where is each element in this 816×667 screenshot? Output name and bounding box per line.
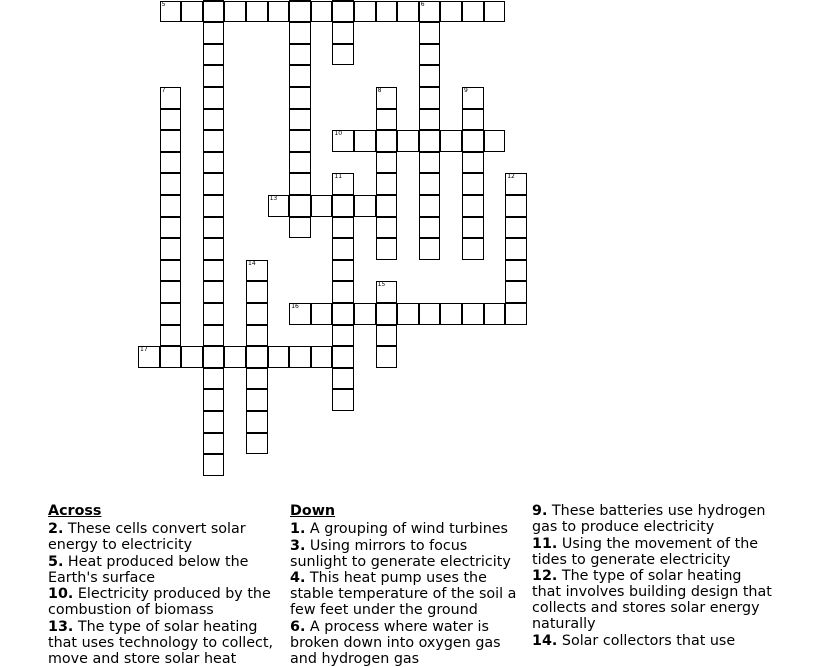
grid-cell[interactable] <box>203 454 225 476</box>
grid-cell[interactable] <box>246 411 268 433</box>
grid-cell[interactable] <box>203 325 225 347</box>
cell-number: 12 <box>507 173 515 181</box>
grid-cell[interactable] <box>462 217 484 239</box>
grid-cell[interactable] <box>203 411 225 433</box>
clue-number: 12. <box>532 568 558 584</box>
grid-cell[interactable] <box>419 130 441 152</box>
grid-cell[interactable] <box>203 368 225 390</box>
grid-cell[interactable] <box>203 281 225 303</box>
grid-cell[interactable] <box>440 303 462 325</box>
grid-cell[interactable] <box>246 368 268 390</box>
grid-cell[interactable] <box>289 44 311 66</box>
clue-text: A grouping of wind turbines <box>305 521 509 537</box>
grid-cell[interactable] <box>332 238 354 260</box>
clue-number: 13. <box>48 618 74 635</box>
grid-cell[interactable] <box>246 1 268 23</box>
clue-item <box>532 568 772 632</box>
grid-cell[interactable] <box>160 87 182 109</box>
grid-cell[interactable] <box>289 173 311 195</box>
clue-text: This heat pump uses the stable temperature of the soil a few feet under the ground <box>290 570 517 618</box>
cell-number: 9 <box>464 87 468 94</box>
cell-number: 5 <box>161 0 166 8</box>
grid-cell[interactable] <box>332 22 354 44</box>
grid-cell[interactable] <box>462 109 484 131</box>
grid-cell[interactable] <box>203 303 225 325</box>
clue-text: These batteries use hydrogen gas to produce electricity <box>532 503 766 535</box>
cell-number: 8 <box>377 87 382 94</box>
grid-cell[interactable] <box>203 22 225 44</box>
clue-number: 5. <box>48 553 64 570</box>
clue-item <box>48 586 280 618</box>
grid-cell[interactable] <box>289 152 311 174</box>
grid-cell[interactable] <box>203 238 225 260</box>
clue-text: The type of solar heating that involves building design that collects and stores solar energy naturally <box>532 568 772 632</box>
clue-number: 4. <box>290 570 306 586</box>
grid-cell[interactable] <box>376 238 398 260</box>
grid-cell[interactable] <box>289 65 311 87</box>
grid-cell[interactable] <box>246 346 268 368</box>
grid-cell[interactable] <box>332 130 354 152</box>
grid-cell[interactable] <box>376 173 398 195</box>
grid-cell[interactable] <box>376 152 398 174</box>
grid-cell[interactable] <box>289 303 311 325</box>
grid-cell[interactable] <box>397 303 419 325</box>
clue-number: 14. <box>532 632 558 649</box>
down-clues-continued <box>532 503 772 649</box>
grid-cell[interactable] <box>419 87 441 109</box>
grid-cell[interactable] <box>289 109 311 131</box>
grid-cell[interactable] <box>462 87 484 109</box>
grid-cell[interactable] <box>160 281 182 303</box>
grid-cell[interactable] <box>160 325 182 347</box>
grid-cell[interactable] <box>268 1 290 23</box>
grid-cell[interactable] <box>268 346 290 368</box>
grid-cell[interactable] <box>311 346 333 368</box>
grid-cell[interactable] <box>203 346 225 368</box>
grid-cell[interactable] <box>505 303 527 325</box>
clue-text: A process where water is broken down into oxygen gas and hydrogen gas <box>290 618 501 667</box>
clue-item <box>532 536 772 568</box>
grid-cell[interactable] <box>505 173 527 195</box>
grid-cell[interactable] <box>289 22 311 44</box>
grid-cell[interactable] <box>462 1 484 23</box>
grid-cell[interactable] <box>419 65 441 87</box>
grid-cell[interactable] <box>462 195 484 217</box>
grid-cell[interactable] <box>484 303 506 325</box>
grid-cell[interactable] <box>505 281 527 303</box>
grid-cell[interactable] <box>332 173 354 195</box>
grid-cell[interactable] <box>376 325 398 347</box>
grid-cell[interactable] <box>246 325 268 347</box>
clue-item <box>532 503 772 535</box>
cell-number: 14 <box>248 259 256 267</box>
grid-cell[interactable] <box>160 217 182 239</box>
grid-cell[interactable] <box>246 303 268 325</box>
across-heading: Across <box>48 503 102 519</box>
clue-text: Electricity produced by the combustion of biomass <box>48 586 271 618</box>
grid-cell[interactable] <box>203 217 225 239</box>
grid-cell[interactable] <box>484 130 506 152</box>
grid-cell[interactable] <box>332 389 354 411</box>
clue-item <box>290 521 522 537</box>
grid-cell[interactable] <box>484 1 506 23</box>
grid-cell[interactable] <box>376 281 398 303</box>
grid-cell[interactable] <box>311 195 333 217</box>
cell-number: 17 <box>140 346 148 354</box>
grid-cell[interactable] <box>203 152 225 174</box>
clue-number: 10. <box>48 586 74 602</box>
clue-text: The type of solar heating that uses technology to collect, move and store solar heat <box>48 618 274 667</box>
grid-cell[interactable] <box>160 152 182 174</box>
grid-cell[interactable] <box>419 238 441 260</box>
clue-item <box>290 619 522 667</box>
grid-cell[interactable] <box>354 195 376 217</box>
cell-number: 11 <box>334 173 343 181</box>
grid-cell[interactable] <box>203 260 225 282</box>
grid-cell[interactable] <box>246 389 268 411</box>
down-clues <box>290 503 522 667</box>
grid-cell[interactable] <box>332 346 354 368</box>
grid-cell[interactable] <box>354 1 376 23</box>
grid-cell[interactable] <box>246 260 268 282</box>
grid-cell[interactable] <box>462 130 484 152</box>
clue-number: 3. <box>290 537 306 554</box>
grid-cell[interactable] <box>203 195 225 217</box>
cell-number: 10 <box>334 130 343 138</box>
grid-cell[interactable] <box>419 173 441 195</box>
grid-cell[interactable] <box>332 217 354 239</box>
grid-cell[interactable] <box>203 173 225 195</box>
grid-cell[interactable] <box>419 152 441 174</box>
grid-cell[interactable] <box>332 44 354 66</box>
grid-cell[interactable] <box>505 195 527 217</box>
cell-number: 7 <box>161 87 166 94</box>
grid-cell[interactable] <box>160 303 182 325</box>
clue-text: Using the movement of the tides to generate electricity <box>532 535 759 568</box>
grid-cell[interactable] <box>419 195 441 217</box>
grid-cell[interactable] <box>462 238 484 260</box>
grid-cell[interactable] <box>462 152 484 174</box>
cell-number: 15 <box>377 281 386 289</box>
clue-item <box>290 538 522 570</box>
grid-cell[interactable] <box>332 260 354 282</box>
grid-cell[interactable] <box>419 44 441 66</box>
grid-cell[interactable] <box>160 346 182 368</box>
grid-cell[interactable] <box>376 109 398 131</box>
clue-item <box>48 554 280 586</box>
clue-number: 9. <box>532 503 548 519</box>
grid-cell[interactable] <box>289 130 311 152</box>
grid-cell[interactable] <box>397 130 419 152</box>
grid-cell[interactable] <box>181 346 203 368</box>
grid-cell[interactable] <box>419 109 441 131</box>
grid-cell[interactable] <box>160 173 182 195</box>
grid-cell[interactable] <box>440 130 462 152</box>
grid-cell[interactable] <box>332 303 354 325</box>
grid-cell[interactable] <box>289 1 311 23</box>
grid-cell[interactable] <box>203 1 225 23</box>
grid-cell[interactable] <box>376 87 398 109</box>
grid-cell[interactable] <box>160 130 182 152</box>
grid-cell[interactable] <box>138 346 160 368</box>
grid-cell[interactable] <box>376 303 398 325</box>
grid-cell[interactable] <box>462 303 484 325</box>
clue-text: These cells convert solar energy to electricity <box>48 521 246 553</box>
grid-cell[interactable] <box>419 217 441 239</box>
grid-cell[interactable] <box>268 195 290 217</box>
grid-cell[interactable] <box>376 1 398 23</box>
grid-cell[interactable] <box>246 281 268 303</box>
grid-cell[interactable] <box>289 346 311 368</box>
grid-cell[interactable] <box>203 109 225 131</box>
grid-cell[interactable] <box>224 1 246 23</box>
grid-cell[interactable] <box>332 281 354 303</box>
grid-cell[interactable] <box>332 195 354 217</box>
grid-cell[interactable] <box>397 1 419 23</box>
grid-cell[interactable] <box>376 130 398 152</box>
grid-cell[interactable] <box>462 173 484 195</box>
grid-cell[interactable] <box>332 1 354 23</box>
grid-cell[interactable] <box>289 195 311 217</box>
grid-cell[interactable] <box>203 65 225 87</box>
clue-text: Using mirrors to focus sunlight to generate electricity <box>290 537 511 570</box>
grid-cell[interactable] <box>224 346 246 368</box>
clue-item <box>532 633 772 649</box>
grid-cell[interactable] <box>354 303 376 325</box>
grid-cell[interactable] <box>376 195 398 217</box>
down-heading: Down <box>290 503 336 519</box>
cell-number: 6 <box>420 0 425 8</box>
grid-cell[interactable] <box>505 238 527 260</box>
grid-cell[interactable] <box>332 325 354 347</box>
grid-cell[interactable] <box>246 433 268 455</box>
clue-item <box>48 619 280 667</box>
across-clues <box>48 503 280 667</box>
grid-cell[interactable] <box>505 260 527 282</box>
clue-item <box>48 521 280 553</box>
grid-cell[interactable] <box>203 44 225 66</box>
clue-number: 6. <box>290 618 306 635</box>
grid-cell[interactable] <box>160 1 182 23</box>
grid-cell[interactable] <box>203 389 225 411</box>
grid-cell[interactable] <box>376 217 398 239</box>
grid-cell[interactable] <box>289 217 311 239</box>
clue-number: 11. <box>532 535 558 552</box>
grid-cell[interactable] <box>160 260 182 282</box>
grid-cell[interactable] <box>311 1 333 23</box>
clue-text: Solar collectors that use <box>557 632 736 649</box>
clue-number: 1. <box>290 521 306 537</box>
grid-cell[interactable] <box>181 1 203 23</box>
cell-number: 13 <box>269 195 278 202</box>
grid-cell[interactable] <box>354 130 376 152</box>
grid-cell[interactable] <box>332 368 354 390</box>
grid-cell[interactable] <box>160 195 182 217</box>
grid-cell[interactable] <box>440 1 462 23</box>
clue-text: Heat produced below the Earth's surface <box>48 553 249 586</box>
grid-cell[interactable] <box>419 22 441 44</box>
grid-cell[interactable] <box>203 130 225 152</box>
grid-cell[interactable] <box>289 87 311 109</box>
grid-cell[interactable] <box>376 346 398 368</box>
clue-item <box>290 570 522 618</box>
grid-cell[interactable] <box>203 87 225 109</box>
grid-cell[interactable] <box>160 238 182 260</box>
clue-number: 2. <box>48 521 64 537</box>
grid-cell[interactable] <box>419 303 441 325</box>
grid-cell[interactable] <box>505 217 527 239</box>
cell-number: 16 <box>291 303 299 310</box>
grid-cell[interactable] <box>160 109 182 131</box>
grid-cell[interactable] <box>203 433 225 455</box>
grid-cell[interactable] <box>311 303 333 325</box>
grid-cell[interactable] <box>419 1 441 23</box>
